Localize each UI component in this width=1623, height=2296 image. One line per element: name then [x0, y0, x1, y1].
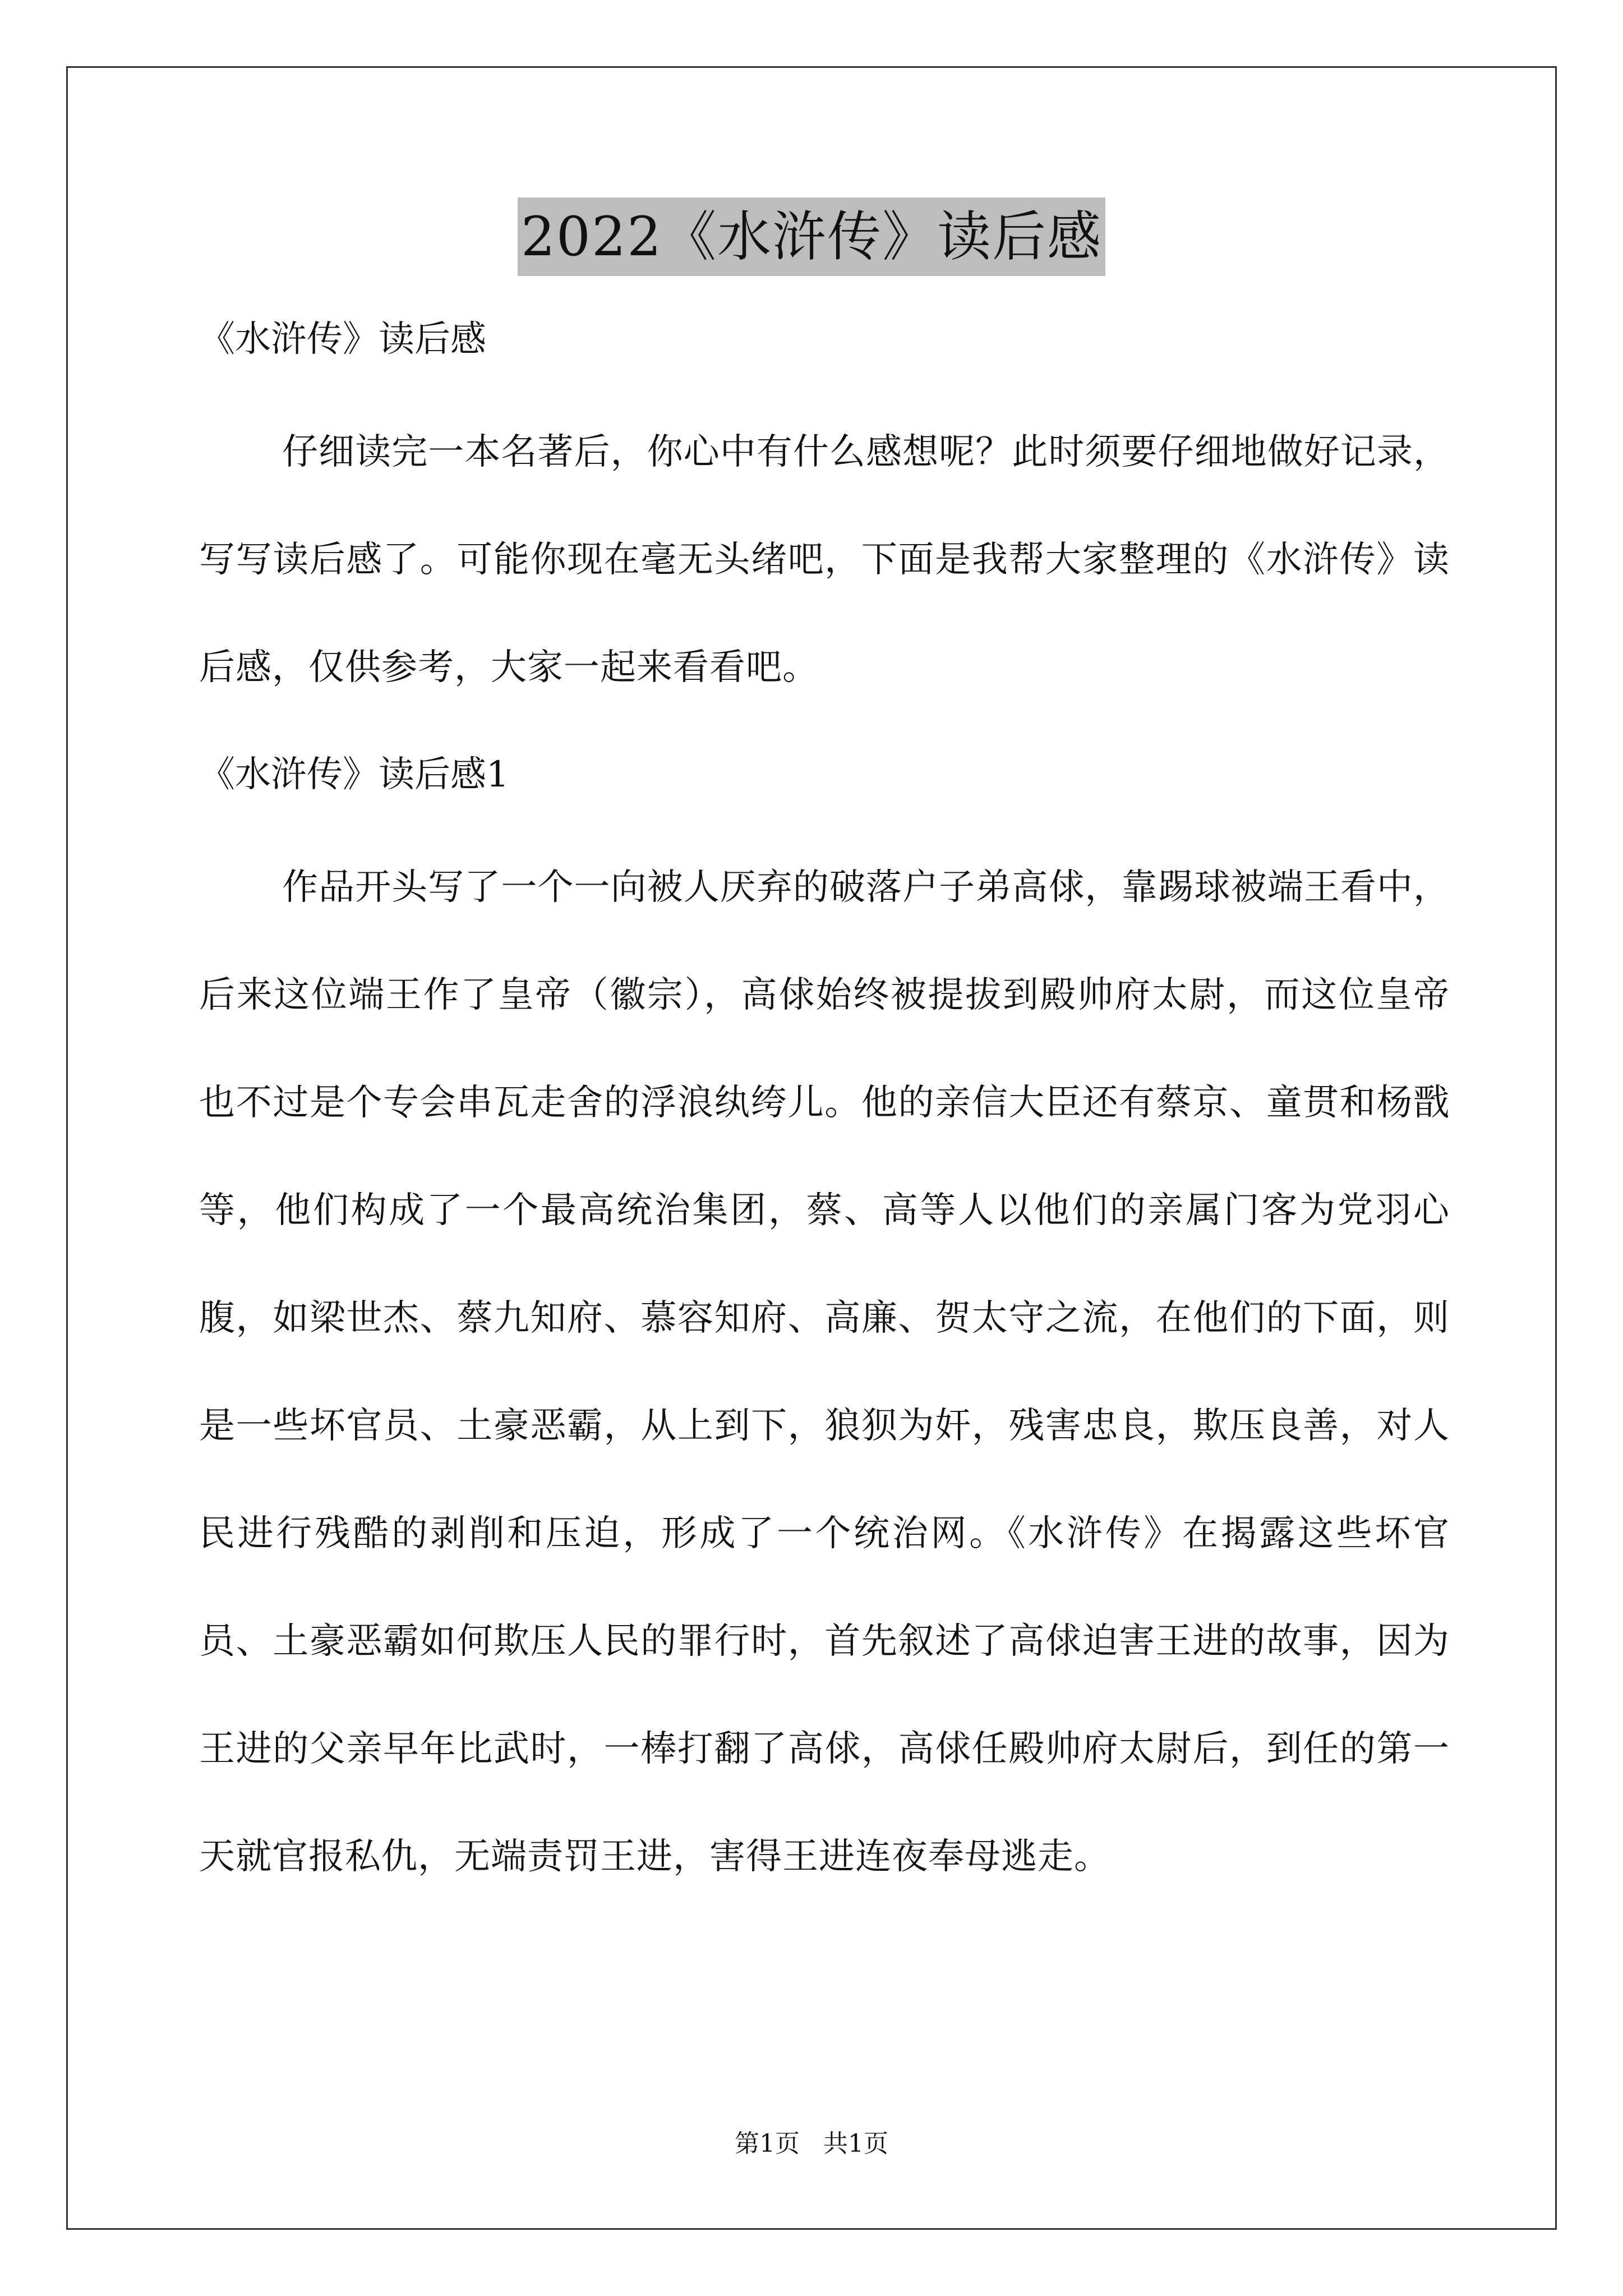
page-total: 共1页 — [823, 2129, 888, 2158]
essay-paragraph: 作品开头写了一个一向被人厌弃的破落户子弟高俅，靠踢球被端王看中，后来这位端王作了皇帝（徽宗），高俅始终被提拔到殿帅府太尉，而这位皇帝也不过是个专会串瓦走舍的浮浪纨绔儿。他的亲信大臣还有蔡京、童贯和杨戬等，他们构成了一个最高统治集团，蔡、高等人以他们的亲属门客为党羽心腹，如梁世杰、蔡九知府、慕容知府、高廉、贺太守之流，在他们的下面，则是一些坏官员、土豪恶霸，从上到下，狼狈为奸，残害忠良，欺压良善，对人民进行残酷的剥削和压迫，形成了一个统治网。《水浒传》在揭露这些坏官员、土豪恶霸如何欺压人民的罪行时，首先叙述了高俅迫害王进的故事，因为王进的父亲早年比武时，一棒打翻了高俅，高俅任殿帅府太尉后，到任的第一天就官报私仇，无端责罚王进，害得王进连夜奉母逃走。 — [199, 867, 1450, 1878]
page-footer — [0, 2127, 1623, 2161]
title-container — [0, 197, 1623, 276]
document-body — [199, 314, 1450, 1911]
document-title: 2022《水浒传》读后感 — [518, 197, 1105, 276]
essay-heading: 《水浒传》读后感1 — [199, 754, 509, 795]
intro-paragraph: 仔细读完一本名著后，你心中有什么感想呢？此时须要仔细地做好记录，写写读后感了。可能你现在毫无头绪吧，下面是我帮大家整理的《水浒传》读后感，仅供参考，大家一起来看看吧。 — [199, 431, 1450, 688]
section-heading: 《水浒传》读后感 — [199, 319, 486, 360]
page-number: 第1页 — [735, 2129, 800, 2158]
